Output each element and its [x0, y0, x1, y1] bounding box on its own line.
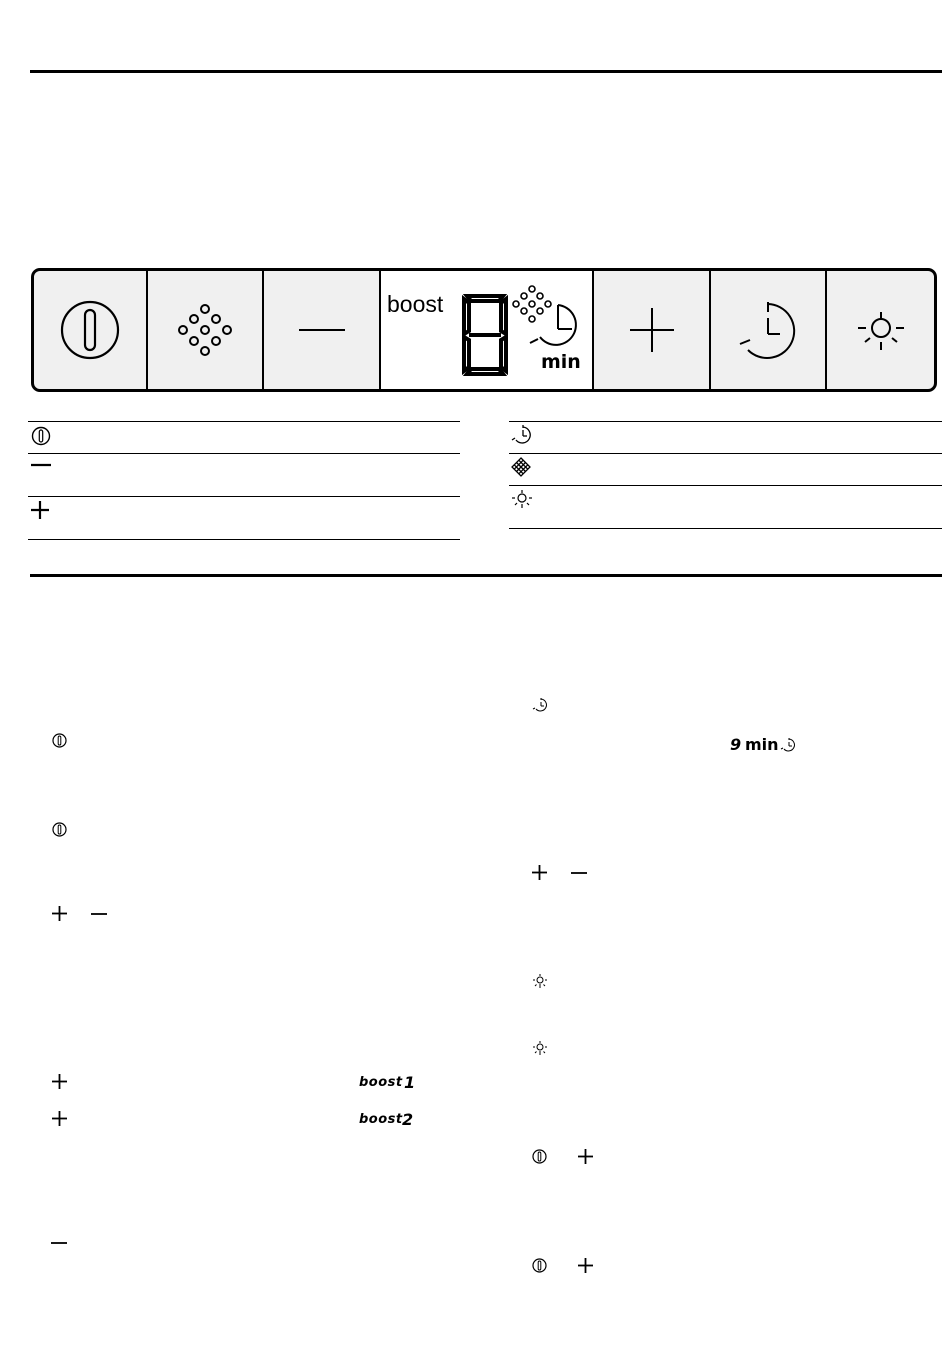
- minus-icon: [297, 325, 347, 335]
- body-minus-icon-3: [571, 869, 587, 877]
- grease-filter-icon: [175, 303, 235, 357]
- boost-1-label: boost: [359, 1075, 403, 1090]
- top-rule: [30, 70, 942, 73]
- body-plus-icon-2: [52, 1074, 67, 1089]
- timer-indicator-icon: [526, 299, 588, 351]
- legend-plus-icon: [30, 500, 50, 520]
- legend-minus-icon: [30, 460, 52, 470]
- legend-grease-filter-icon: [511, 457, 531, 477]
- boost-label: boost: [387, 291, 444, 317]
- legend-power-icon: [31, 426, 51, 446]
- body-light-icon-2: [532, 1040, 548, 1056]
- legend-right-rule-2: [509, 453, 942, 454]
- legend-light-icon: [511, 489, 533, 509]
- legend-left-rule-4: [28, 539, 460, 540]
- body-plus-icon-4: [532, 865, 547, 880]
- body-timer-icon-2: [780, 737, 796, 753]
- body-power-icon-2: [52, 822, 67, 837]
- legend-right-rule-3: [509, 485, 942, 486]
- body-plus-icon-3: [52, 1111, 67, 1126]
- legend-left-rule-1: [28, 421, 460, 422]
- timer-unit: min: [745, 735, 779, 754]
- power-icon: [58, 298, 122, 362]
- light-button[interactable]: [827, 271, 934, 389]
- seven-segment-digit: [461, 293, 509, 377]
- boost-1-level: 1: [404, 1073, 416, 1092]
- grease-filter-button[interactable]: [148, 271, 264, 389]
- body-minus-icon-1: [91, 910, 107, 918]
- legend-left-rule-2: [28, 453, 460, 454]
- section-rule: [30, 574, 942, 577]
- timer-icon: [736, 298, 800, 362]
- light-icon: [857, 308, 905, 352]
- body-power-icon-1: [52, 733, 67, 748]
- legend-right-rule-4: [509, 528, 942, 529]
- power-button[interactable]: [34, 271, 148, 389]
- body-plus-icon-6: [578, 1258, 593, 1273]
- boost-2-level: 2: [402, 1110, 414, 1129]
- body-timer-icon-1: [532, 697, 548, 713]
- legend-left-rule-3: [28, 496, 460, 497]
- boost-2-label: boost: [359, 1112, 403, 1127]
- timer-digit: 9: [730, 735, 742, 754]
- body-plus-icon-5: [578, 1149, 593, 1164]
- minus-button[interactable]: [264, 271, 381, 389]
- body-light-icon-1: [532, 973, 548, 989]
- body-power-icon-4: [532, 1258, 547, 1273]
- legend-right-rule-1: [509, 421, 942, 422]
- body-power-icon-3: [532, 1149, 547, 1164]
- timer-button[interactable]: [711, 271, 827, 389]
- legend-timer-icon: [511, 424, 533, 446]
- plus-icon: [628, 306, 676, 354]
- body-plus-icon-1: [52, 906, 67, 921]
- plus-button[interactable]: [594, 271, 711, 389]
- display-panel: [381, 271, 594, 389]
- min-label: min: [541, 351, 581, 373]
- control-panel: [31, 268, 937, 392]
- body-minus-icon-2: [51, 1239, 67, 1247]
